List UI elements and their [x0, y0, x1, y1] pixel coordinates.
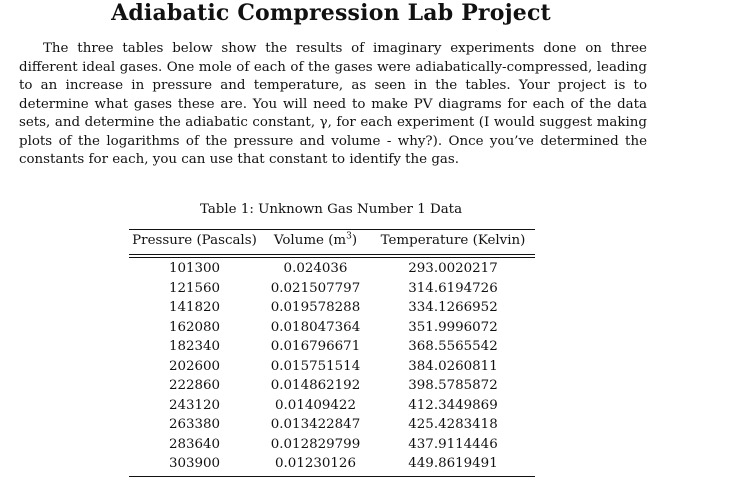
volume-cell: 0.016796671: [270, 339, 361, 354]
page-title: Adiabatic Compression Lab Project: [111, 0, 551, 26]
table-row: [129, 357, 535, 377]
table-body: [129, 258, 535, 474]
pressure-cell: 303900: [168, 456, 221, 471]
pressure-cell: 283640: [168, 436, 221, 452]
table-row: [129, 259, 535, 279]
intro-paragraph: The three tables below show the results of imaginary experiments done on three different ideal gases. One mole of each of the gases were adiabatically-compressed, leading to an increase in pressure and temperature, as seen in the tables. Your project is to determine what gases these are. You will need to make PV diagrams for each of the data sets, and determine the adiabatic constant, γ, for each experiment (I would suggest making plots of the logarithms of the pressure and volume - why?). Once you’ve determined the constants for each, you can use that constant to identify the gas.: [19, 41, 647, 167]
temperature-cell: 384.0260811: [408, 358, 498, 374]
temperature-cell: 398.5785872: [408, 378, 498, 393]
temperature-cell: 314.6194726: [408, 280, 498, 296]
pressure-cell: 222860: [168, 378, 221, 393]
volume-cell: 0.019578288: [270, 300, 361, 315]
temperature-cell: 449.8619491: [408, 456, 498, 471]
data-table: [129, 229, 535, 477]
pressure-cell: 121560: [168, 280, 221, 296]
volume-cell: 0.01409422: [275, 397, 356, 413]
temperature-cell: 351.9996072: [408, 319, 498, 335]
pressure-cell: 162080: [168, 319, 221, 335]
temperature-cell: 412.3449869: [408, 397, 498, 413]
temperature-cell: 425.4283418: [408, 417, 498, 432]
pressure-cell: 182340: [168, 339, 221, 354]
volume-cell: 0.021507797: [270, 280, 361, 296]
header-volume-prefix: Volume (m: [273, 233, 347, 248]
header-volume-exponent: 3: [346, 231, 352, 242]
volume-cell: 0.012829799: [270, 436, 361, 452]
table-row: [129, 396, 535, 416]
volume-cell: 0.015751514: [270, 358, 361, 374]
table-row: [129, 337, 535, 357]
table-row: [129, 415, 535, 435]
pressure-cell: 243120: [168, 397, 221, 413]
header-volume-suffix: ): [351, 233, 358, 248]
table-header-rule: [129, 254, 535, 255]
table-caption: Table 1: Unknown Gas Number 1 Data: [199, 202, 463, 217]
temperature-cell: 334.1266952: [408, 300, 498, 315]
pressure-cell: 202600: [168, 358, 221, 374]
volume-cell: 0.014862192: [270, 378, 361, 393]
temperature-cell: 368.5565542: [408, 339, 498, 354]
table-row: [129, 435, 535, 455]
header-temperature: Temperature (Kelvin): [380, 233, 526, 248]
table-row: [129, 376, 535, 396]
pressure-cell: 141820: [168, 300, 221, 315]
table-row: [129, 318, 535, 338]
table-row: [129, 454, 535, 474]
table-row: [129, 279, 535, 299]
volume-cell: 0.01230126: [275, 456, 356, 471]
header-pressure: Pressure (Pascals): [132, 233, 257, 248]
volume-cell: 0.024036: [283, 261, 348, 276]
pressure-cell: 101300: [168, 261, 221, 276]
table-header-row: [129, 230, 535, 252]
temperature-cell: 437.9114446: [408, 436, 498, 452]
header-volume: [260, 230, 371, 252]
pressure-cell: 263380: [168, 417, 221, 432]
temperature-cell: 293.0020217: [408, 261, 498, 276]
table-row: [129, 298, 535, 318]
volume-cell: 0.018047364: [270, 319, 361, 335]
volume-cell: 0.013422847: [270, 417, 361, 432]
table-bottom-rule: [129, 476, 535, 477]
